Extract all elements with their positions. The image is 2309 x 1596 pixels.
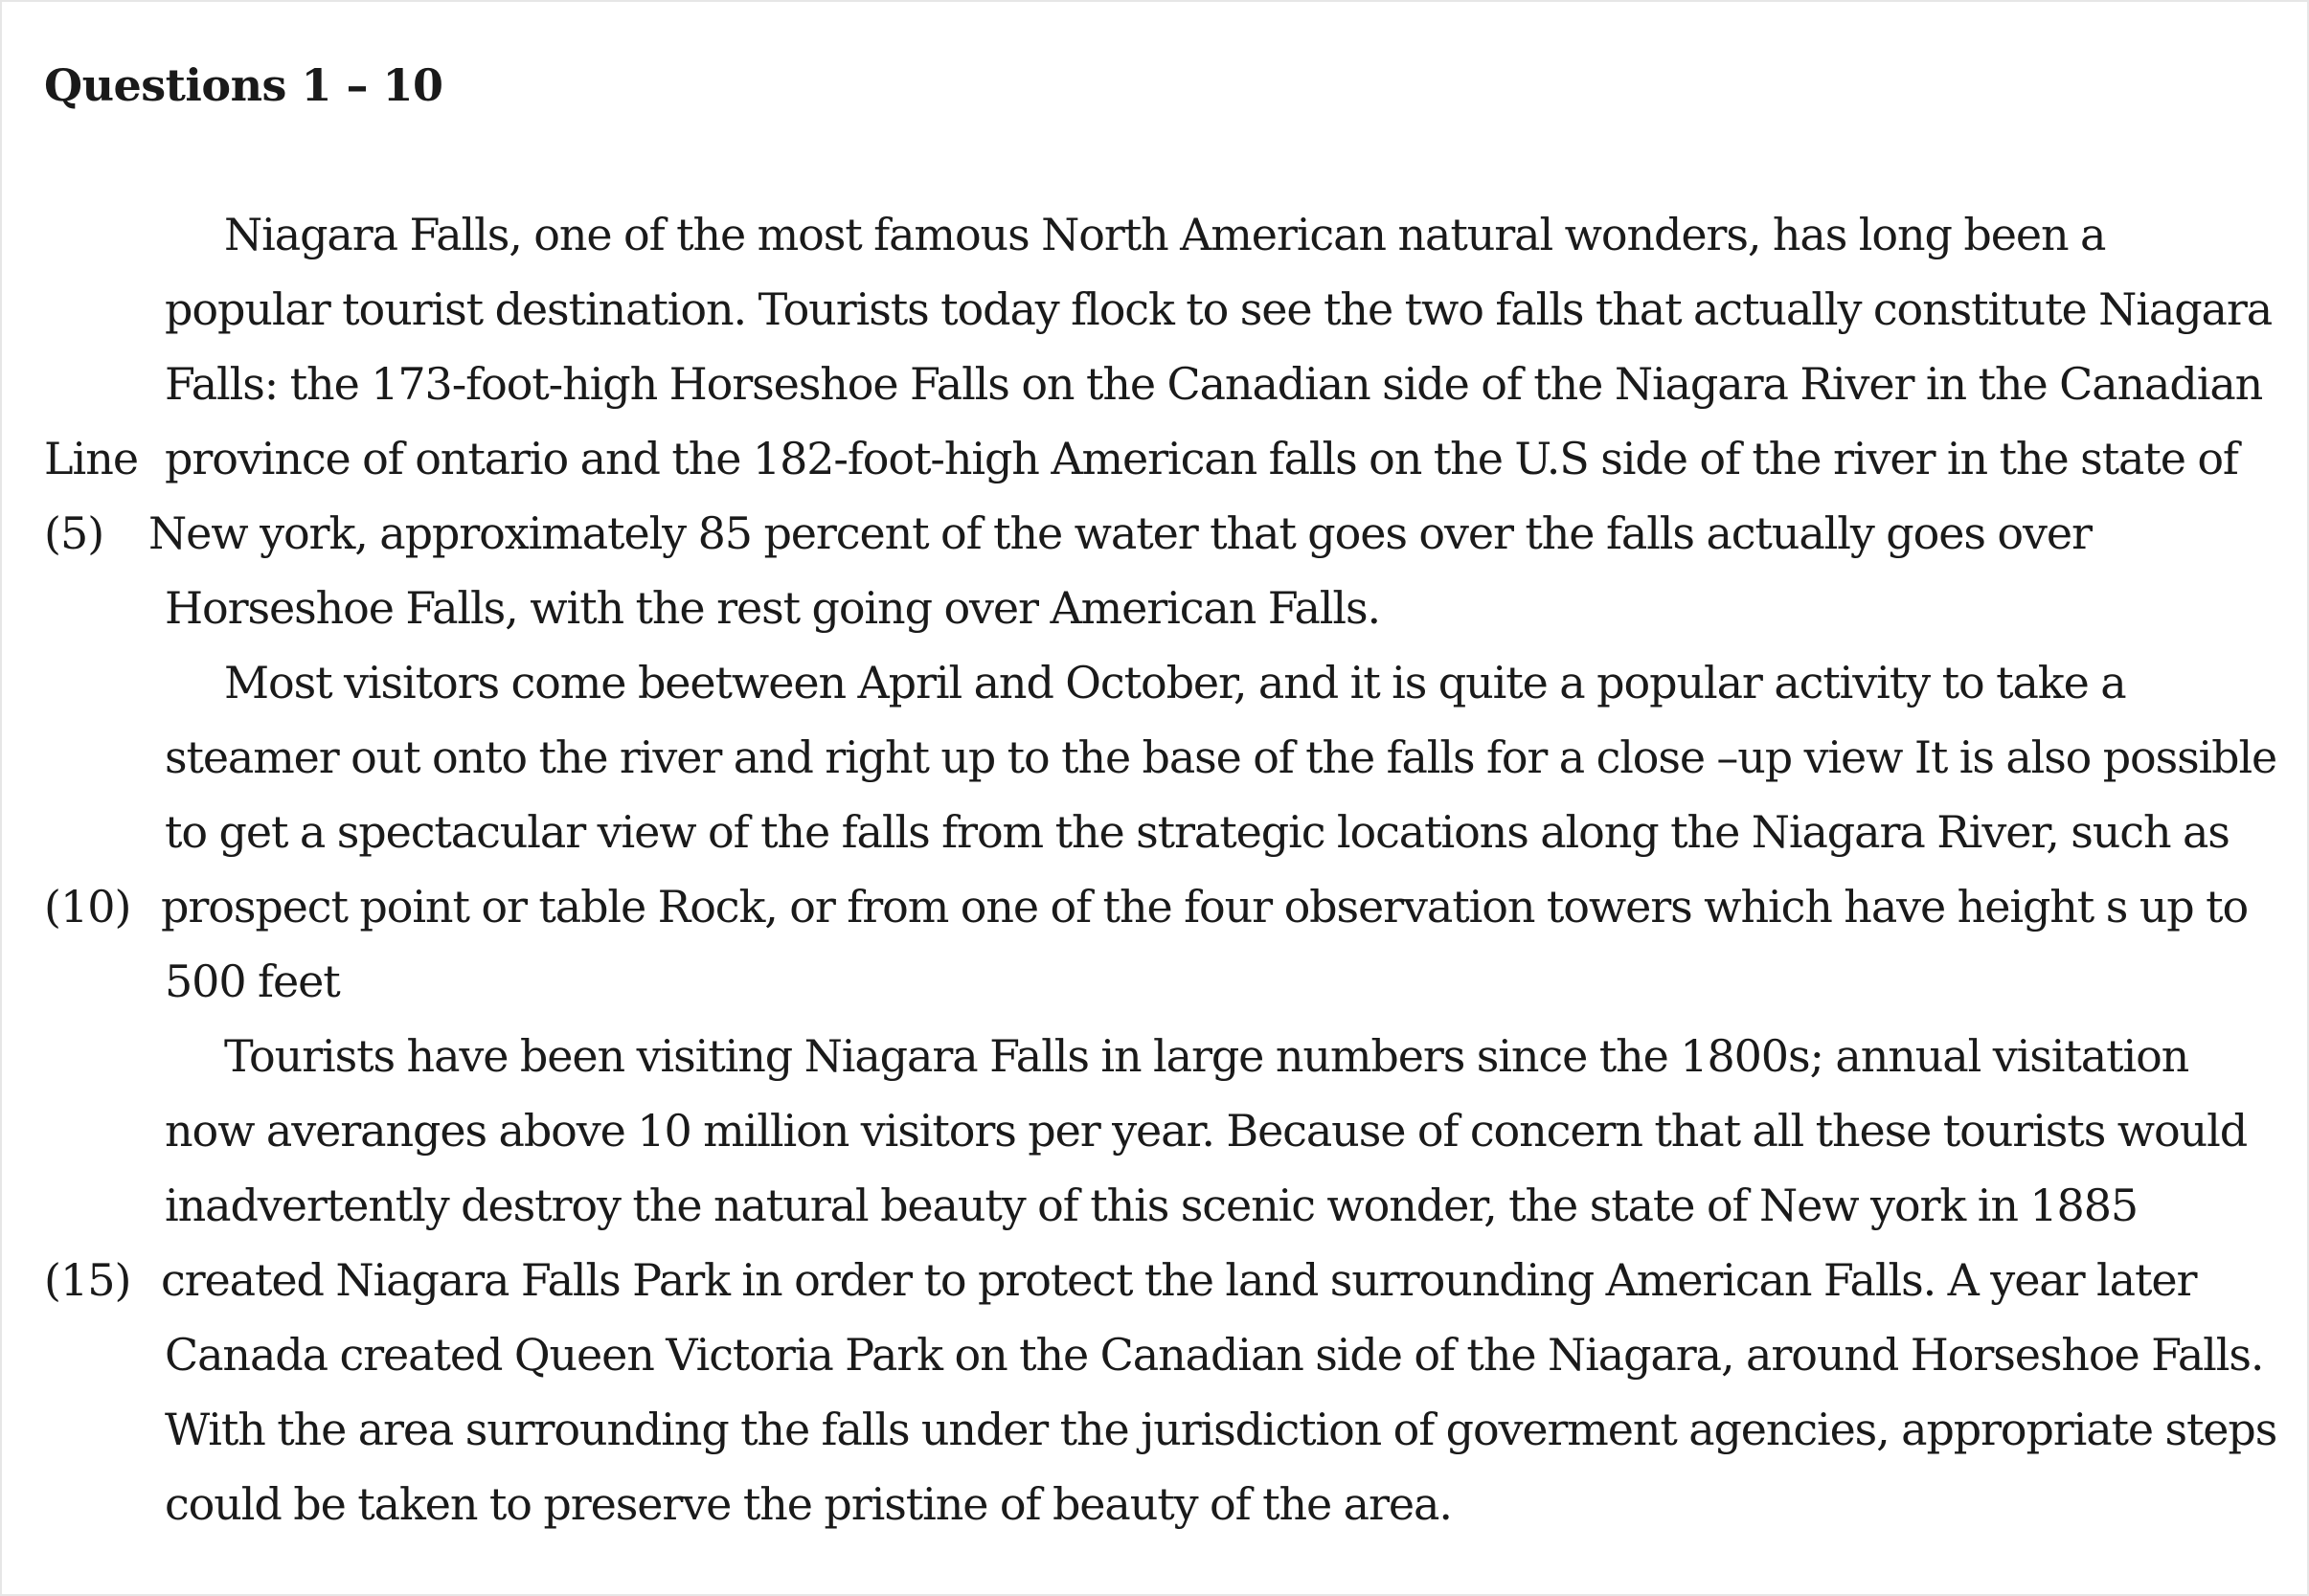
passage-line-text: popular tourist destination. Tourists today flock to see the two falls that actually constitute Niagara [165, 283, 2273, 335]
passage-line-text: to get a spectacular view of the falls from the strategic locations along the Niagara River, such as [165, 806, 2230, 858]
passage-line-text: Horseshoe Falls, with the rest going over American Falls. [165, 582, 1381, 634]
passage-line-text: With the area surrounding the falls under the jurisdiction of goverment agencies, appropriate steps [165, 1404, 2277, 1455]
passage-line-text: province of ontario and the 182-foot-high American falls on the U.S side of the river in the state of [165, 433, 2238, 484]
passage-line [2, 1478, 2309, 1553]
passage-line [2, 582, 2309, 657]
passage-line [2, 1105, 2309, 1180]
passage-line-text: created Niagara Falls Park in order to protect the land surrounding American Falls. A year later [161, 1254, 2197, 1306]
passage-line-text: could be taken to preserve the pristine of beauty of the area. [165, 1478, 1452, 1530]
passage-line-text: 500 feet [165, 955, 340, 1007]
passage-line-text: New york, approximately 85 percent of the water that goes over the falls actually goes over [148, 507, 2092, 559]
passage-line-text: Most visitors come beetween April and October, and it is quite a popular activity to take a [224, 657, 2126, 708]
passage-line-text: now averanges above 10 million visitors per year. Because of concern that all these tourists would [165, 1105, 2248, 1157]
passage-line-text: prospect point or table Rock, or from one of the four observation towers which have height s up to [161, 881, 2249, 933]
passage-line [2, 731, 2309, 806]
line-number-label: (10) [44, 881, 131, 933]
passage-line [2, 507, 2309, 582]
line-number-label: (15) [44, 1254, 131, 1306]
passage-line-text: Falls: the 173-foot-high Horseshoe Falls on the Canadian side of the Niagara River in the Canadian [165, 358, 2263, 410]
passage-line [2, 358, 2309, 433]
passage-line [2, 209, 2309, 283]
passage-line-text: Tourists have been visiting Niagara Falls in large numbers since the 1800s; annual visitation [224, 1030, 2189, 1082]
line-number-label: (5) [44, 507, 104, 559]
passage-line [2, 283, 2309, 358]
passage-line [2, 1329, 2309, 1404]
passage-line [2, 1030, 2309, 1105]
passage-line [2, 1180, 2309, 1254]
passage-line-text: steamer out onto the river and right up to the base of the falls for a close –up view It is also possible [165, 731, 2277, 783]
passage-line [2, 1254, 2309, 1329]
passage-line [2, 955, 2309, 1030]
passage-line [2, 1404, 2309, 1478]
passage-line [2, 657, 2309, 731]
line-number-label: Line [44, 433, 139, 484]
passage-line-text: Canada created Queen Victoria Park on the Canadian side of the Niagara, around Horseshoe Falls. [165, 1329, 2264, 1381]
passage-line [2, 433, 2309, 507]
passage-line [2, 881, 2309, 955]
passage-line [2, 806, 2309, 881]
passage-line-text: Niagara Falls, one of the most famous North American natural wonders, has long been a [224, 209, 2106, 260]
passage-line-text: inadvertently destroy the natural beauty of this scenic wonder, the state of New york in 1885 [165, 1180, 2139, 1231]
questions-heading: Questions 1 – 10 [44, 59, 443, 111]
